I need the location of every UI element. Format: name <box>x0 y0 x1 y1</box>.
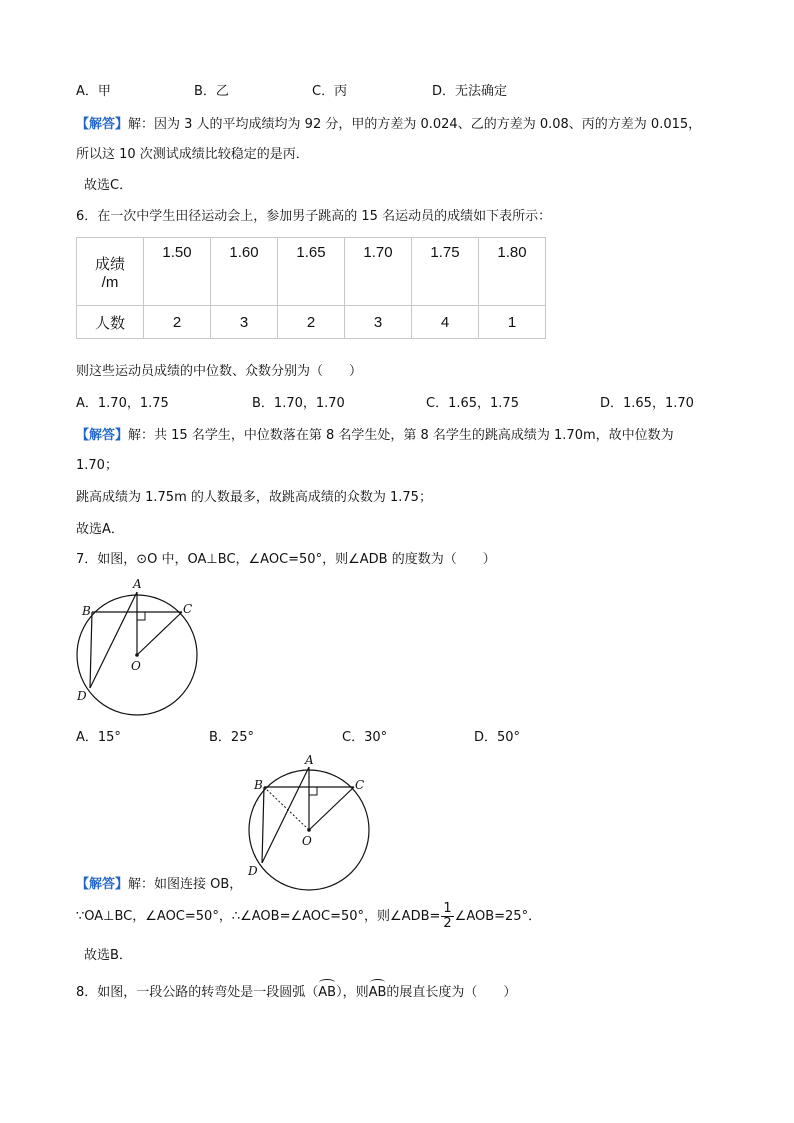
answer-tag: 【解答】 <box>76 877 129 892</box>
radius-ob-dashed <box>264 787 309 830</box>
q7-answer-line1 <box>76 876 242 894</box>
label-o: O <box>131 659 141 673</box>
q6-answer-line1 <box>76 427 674 445</box>
center-point <box>135 653 139 657</box>
q7-solution-figure <box>240 750 380 890</box>
q5-option-b: B．乙 <box>194 84 229 99</box>
table-cell-count: 2 <box>278 306 345 339</box>
chord-bd <box>90 612 92 688</box>
radius-oc <box>309 787 354 830</box>
q5-answer-line1 <box>76 116 701 134</box>
q7-option-b: B．25° <box>209 730 254 745</box>
table-cell-height: 1.65 <box>278 238 345 306</box>
answer-text: ∵OA⊥BC，∠AOC=50°，∴∠AOB=∠AOC=50°，则∠ADB= <box>76 909 441 924</box>
table-cell-count: 3 <box>211 306 278 339</box>
arc-ab: AB <box>318 985 337 1000</box>
table-cell-count: 2 <box>144 306 211 339</box>
q7-stem: 7．如图，⊙O 中，OA⊥BC，∠AOC=50°，则∠ADB 的度数为（ ） <box>76 552 496 567</box>
q6-option-b: B．1.70，1.70 <box>252 396 345 411</box>
answer-text: 解：如图连接 OB， <box>128 877 243 892</box>
q6-option-a: A．1.70，1.75 <box>76 396 169 411</box>
q6-conclusion: 故选A． <box>76 522 124 537</box>
radius-oc <box>137 612 182 655</box>
label-c: C <box>355 778 365 792</box>
header-label-line2: /m <box>101 273 119 291</box>
fraction-numerator: 1 <box>443 901 452 916</box>
q7-answer-line2 <box>76 902 541 931</box>
q5-option-a: A．甲 <box>76 84 111 99</box>
stem-text: ），则 <box>336 985 369 1000</box>
answer-tag: 【解答】 <box>76 428 129 443</box>
chord-ad <box>262 767 309 863</box>
label-a: A <box>133 577 142 591</box>
q6-stem: 6．在一次中学生田径运动会上，参加男子跳高的 15 名运动员的成绩如下表所示： <box>76 209 552 224</box>
score-table <box>76 237 546 339</box>
q6-answer-line2: 1.70； <box>76 458 118 473</box>
table-row-counts <box>77 306 546 339</box>
table-header-cell <box>77 238 144 306</box>
answer-tag: 【解答】 <box>76 117 129 132</box>
table-cell-height: 1.75 <box>412 238 479 306</box>
q5-option-c: C．丙 <box>312 84 348 99</box>
table-row-heights <box>77 238 546 306</box>
stem-text: 的展直长度为（ ） <box>386 985 517 1000</box>
q8-stem <box>76 984 516 1002</box>
count-label-cell: 人数 <box>77 306 144 339</box>
label-b: B <box>254 778 263 792</box>
label-o: O <box>302 834 312 848</box>
label-d: D <box>248 864 258 878</box>
center-point <box>307 828 311 832</box>
fraction <box>441 902 453 931</box>
table-cell-height: 1.60 <box>211 238 278 306</box>
header-label-line1: 成绩 <box>94 255 125 273</box>
q7-option-c: C．30° <box>342 730 388 745</box>
q6-option-c: C．1.65，1.75 <box>426 396 519 411</box>
q5-answer-line2: 所以这 10 次测试成绩比较稳定的是丙． <box>76 147 309 162</box>
table-cell-height: 1.70 <box>345 238 412 306</box>
table-cell-height: 1.80 <box>479 238 546 306</box>
label-b: B <box>82 604 91 618</box>
answer-text: ∠AOB=25°． <box>454 909 542 924</box>
table-cell-height: 1.50 <box>144 238 211 306</box>
q6-option-d: D．1.65，1.70 <box>600 396 694 411</box>
stem-text: 8．如图，一段公路的转弯处是一段圆弧（ <box>76 985 319 1000</box>
table-cell-count: 4 <box>412 306 479 339</box>
q5-conclusion: 故选C． <box>84 178 133 193</box>
table-cell-count: 3 <box>345 306 412 339</box>
q7-option-d: D．50° <box>474 730 521 745</box>
chord-bd <box>262 787 264 863</box>
fraction-denominator: 2 <box>443 916 452 931</box>
label-c: C <box>183 602 193 616</box>
answer-text: 解：共 15 名学生，中位数落在第 8 名学生处，第 8 名学生的跳高成绩为 1.70m，故中位数为 <box>128 428 674 443</box>
q7-option-a: A．15° <box>76 730 121 745</box>
q6-question: 则这些运动员成绩的中位数、众数分别为（ ） <box>76 364 363 379</box>
right-angle-mark <box>309 787 317 795</box>
arc-ab: AB <box>368 985 387 1000</box>
q5-option-d: D．无法确定 <box>432 84 508 99</box>
right-angle-mark <box>137 612 145 620</box>
label-d: D <box>77 689 87 703</box>
table-cell-count: 1 <box>479 306 546 339</box>
chord-ad <box>90 592 137 688</box>
label-a: A <box>305 753 314 767</box>
answer-text: 解：因为 3 人的平均成绩均为 92 分，甲的方差为 0.024、乙的方差为 0.08、丙的方差为 0.015， <box>128 117 702 132</box>
q7-circle-figure <box>70 575 230 705</box>
q7-conclusion: 故选B． <box>84 948 132 963</box>
q6-answer-line3: 跳高成绩为 1.75m 的人数最多，故跳高成绩的众数为 1.75； <box>76 490 432 505</box>
